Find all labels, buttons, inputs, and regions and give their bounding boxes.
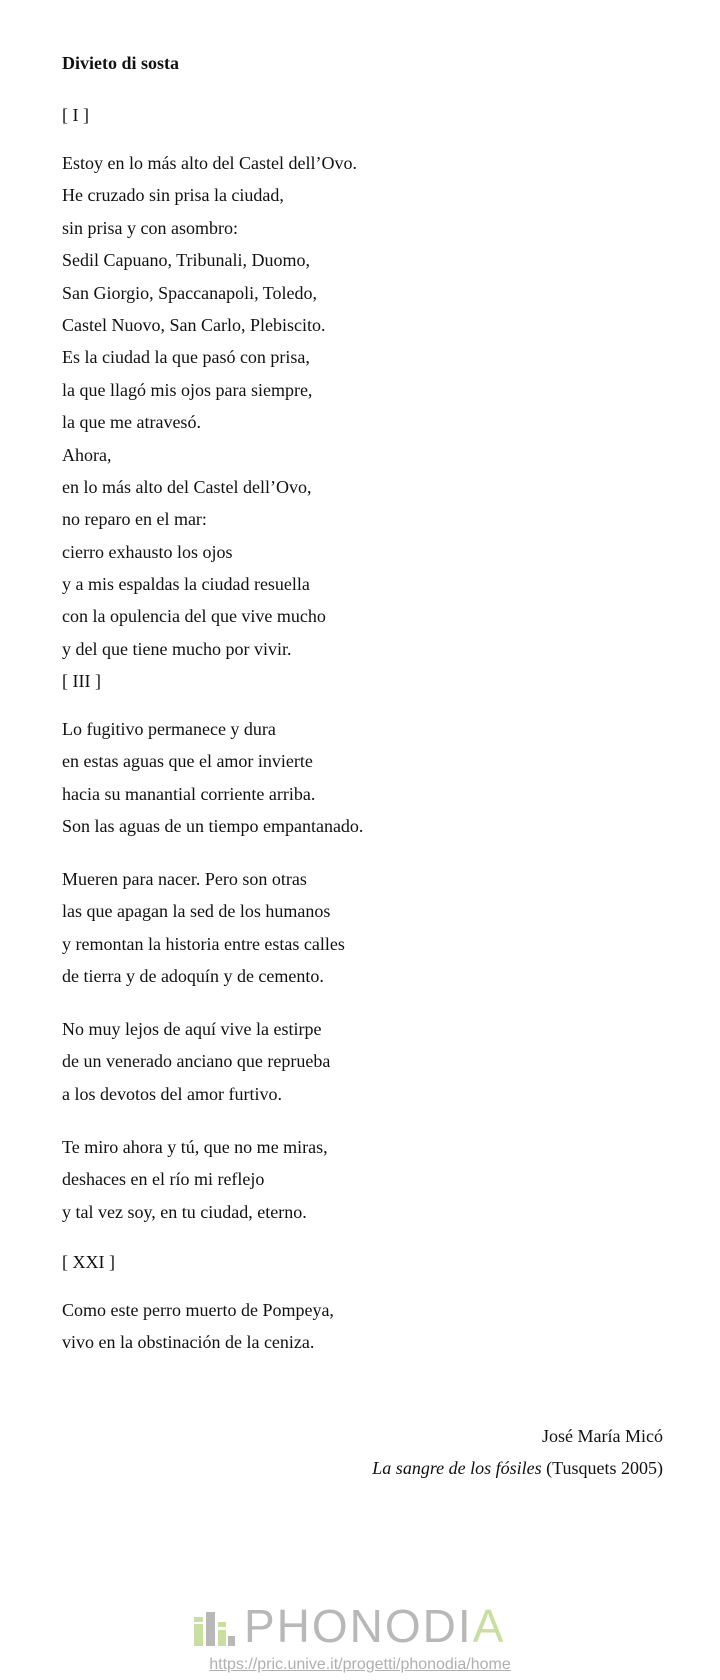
poem-line: Como este perro muerto de Pompeya, bbox=[62, 1300, 334, 1320]
poem-line: cierro exhausto los ojos bbox=[62, 541, 233, 562]
poem-title: Divieto di sosta bbox=[62, 53, 179, 73]
poem-line: de tierra y de adoquín y de cemento. bbox=[62, 966, 324, 987]
poem-line: a los devotos del amor furtivo. bbox=[62, 1083, 282, 1104]
footer-url-link[interactable]: https://pric.unive.it/progetti/phonodia/home bbox=[209, 1656, 511, 1673]
poem-line: Son las aguas de un tiempo empantanado. bbox=[62, 816, 364, 837]
poem-line: He cruzado sin prisa la ciudad, bbox=[62, 185, 284, 206]
section-heading-xxi: [ XXI ] bbox=[62, 1252, 115, 1272]
poem-line: vivo en la obstinación de la ceniza. bbox=[62, 1332, 315, 1353]
stanza bbox=[62, 1131, 328, 1228]
poem-line: y tal vez soy, en tu ciudad, eterno. bbox=[62, 1201, 307, 1222]
poem-line: sin prisa y con asombro: bbox=[62, 217, 238, 238]
poem-line: No muy lejos de aquí vive la estirpe bbox=[62, 1019, 322, 1039]
poem-line: Mueren para nacer. Pero son otras bbox=[62, 869, 307, 889]
poem-line: y del que tiene mucho por vivir. bbox=[62, 638, 292, 659]
poem-line: Estoy en lo más alto del Castel dell’Ovo. bbox=[62, 153, 357, 173]
publisher-year: (Tusquets 2005) bbox=[546, 1458, 663, 1478]
poem-line: Es la ciudad la que pasó con prisa, bbox=[62, 347, 310, 368]
logo-wordmark-main: PHONODI bbox=[244, 1600, 473, 1652]
poem-line: Lo fugitivo permanece y dura bbox=[62, 719, 276, 739]
book-citation bbox=[372, 1452, 663, 1484]
poem-line: y remontan la historia entre estas calles bbox=[62, 933, 345, 954]
phonodia-logo bbox=[192, 1600, 506, 1652]
logo-wordmark bbox=[244, 1600, 506, 1652]
section-heading-i: [ I ] bbox=[62, 105, 89, 125]
poem-line: la que llagó mis ojos para siempre, bbox=[62, 379, 313, 400]
poem-line: en lo más alto del Castel dell’Ovo, bbox=[62, 476, 312, 497]
poem-line: con la opulencia del que vive mucho bbox=[62, 606, 326, 627]
stanza bbox=[62, 863, 345, 993]
logo-wordmark-accent: A bbox=[472, 1600, 506, 1652]
poem-line: deshaces en el río mi reflejo bbox=[62, 1169, 265, 1190]
poem-line: no reparo en el mar: bbox=[62, 509, 207, 530]
poem-line: Sedil Capuano, Tribunali, Duomo, bbox=[62, 250, 311, 271]
bar-chart-logo-icon bbox=[192, 1604, 236, 1648]
poem-line: la que me atravesó. bbox=[62, 412, 201, 433]
poem-line: y a mis espaldas la ciudad resuella bbox=[62, 574, 310, 595]
poem-line: en estas aguas que el amor invierte bbox=[62, 751, 313, 772]
footer bbox=[0, 1600, 720, 1680]
poem-line: Ahora, bbox=[62, 444, 112, 465]
stanza bbox=[62, 1294, 334, 1359]
poem-line: San Giorgio, Spaccanapoli, Toledo, bbox=[62, 282, 318, 303]
poem-line: de un venerado anciano que reprueba bbox=[62, 1051, 331, 1072]
section-heading-iii: [ III ] bbox=[62, 671, 101, 691]
stanza bbox=[62, 1013, 330, 1110]
poem-line: hacia su manantial corriente arriba. bbox=[62, 783, 316, 804]
stanza bbox=[62, 147, 357, 665]
poem-line: Castel Nuovo, San Carlo, Plebiscito. bbox=[62, 314, 326, 335]
author-name: José María Micó bbox=[542, 1426, 663, 1446]
poem-line: las que apagan la sed de los humanos bbox=[62, 901, 331, 922]
attribution bbox=[372, 1420, 663, 1484]
poem-line: Te miro ahora y tú, que no me miras, bbox=[62, 1137, 328, 1157]
stanza bbox=[62, 713, 363, 843]
book-title: La sangre de los fósiles bbox=[372, 1458, 542, 1478]
